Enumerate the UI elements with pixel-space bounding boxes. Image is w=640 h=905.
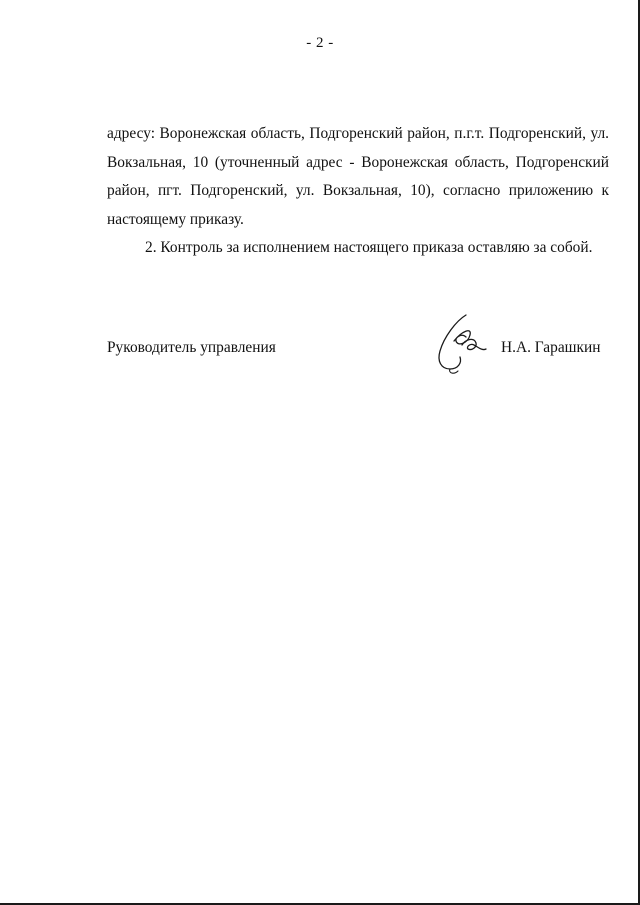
signature-block bbox=[107, 337, 609, 377]
address-paragraph: адресу: Воронежская область, Подгоренский район, п.г.т. Подгоренский, ул. Вокзальная, 10 (уточненный адрес - Воронежская область, Подгоренский район, пгт. Подгоренский, ул. Вокзальная, 10), согласно приложению к настоящему приказу. bbox=[107, 125, 609, 228]
signer-name: Н.А. Гарашкин bbox=[501, 339, 601, 356]
signer-title: Руководитель управления bbox=[107, 339, 276, 356]
handwritten-signature bbox=[432, 311, 492, 375]
page-number: - 2 - bbox=[306, 35, 334, 51]
control-clause-paragraph: 2. Контроль за исполнением настоящего приказа оставляю за собой. bbox=[145, 239, 593, 256]
document-body bbox=[107, 120, 609, 263]
